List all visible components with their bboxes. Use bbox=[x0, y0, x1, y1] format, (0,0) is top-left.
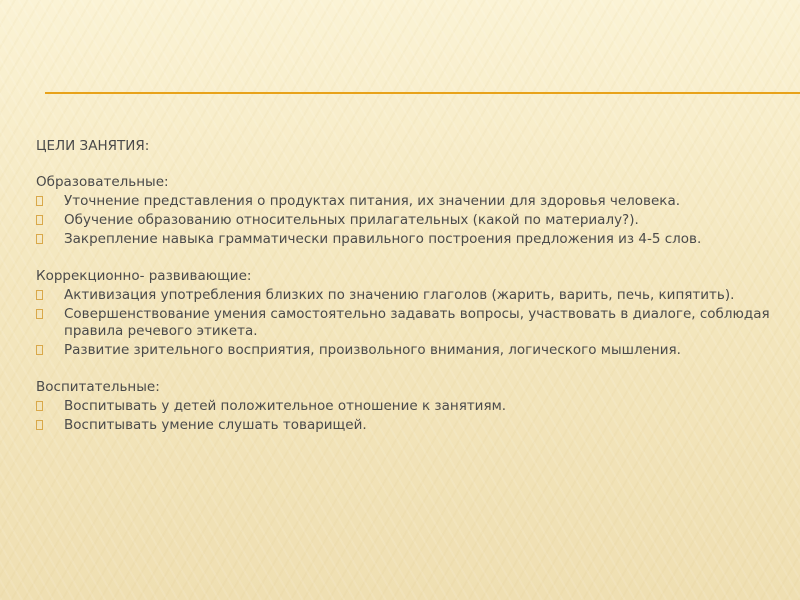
section-title: Коррекционно- развивающие: bbox=[36, 268, 252, 284]
list-item bbox=[36, 342, 776, 359]
section-title: Воспитательные: bbox=[36, 379, 160, 395]
list-item bbox=[36, 306, 776, 340]
list-item-text: Обучение образованию относительных прилагательных (какой по материалу?). bbox=[64, 212, 639, 228]
section-educational bbox=[36, 174, 776, 248]
section-correctional bbox=[36, 268, 776, 359]
list-item-text: Уточнение представления о продуктах питания, их значении для здоровья человека. bbox=[64, 193, 681, 209]
slide-heading: ЦЕЛИ ЗАНЯТИЯ: bbox=[36, 138, 150, 154]
list-item bbox=[36, 193, 776, 210]
list-item-text: Закрепление навыка грамматически правильного построения предложения из 4-5 слов. bbox=[64, 231, 702, 247]
bullet-icon bbox=[36, 196, 43, 206]
list-item-text: Воспитывать умение слушать товарищей. bbox=[64, 417, 367, 433]
bullet-list bbox=[36, 398, 776, 434]
bullet-icon bbox=[36, 215, 43, 225]
section-upbringing bbox=[36, 379, 776, 434]
list-item-text: Активизация употребления близких по значению глаголов (жарить, варить, печь, кипятить). bbox=[64, 287, 735, 303]
bullet-list bbox=[36, 287, 776, 359]
list-item bbox=[36, 231, 776, 248]
list-item-text: Развитие зрительного восприятия, произвольного внимания, логического мышления. bbox=[64, 342, 681, 358]
bullet-icon bbox=[36, 345, 43, 355]
list-item bbox=[36, 398, 776, 415]
list-item bbox=[36, 287, 776, 304]
bullet-icon bbox=[36, 420, 43, 430]
section-title: Образовательные: bbox=[36, 174, 169, 190]
list-item bbox=[36, 212, 776, 229]
bullet-icon bbox=[36, 290, 43, 300]
bullet-list bbox=[36, 193, 776, 248]
bullet-icon bbox=[36, 309, 43, 319]
bullet-icon bbox=[36, 234, 43, 244]
accent-divider bbox=[45, 92, 800, 94]
bullet-icon bbox=[36, 401, 43, 411]
list-item-text: Совершенствование умения самостоятельно задавать вопросы, участвовать в диалоге, соблюдая правила речевого этикета. bbox=[64, 306, 770, 339]
list-item-text: Воспитывать у детей положительное отношение к занятиям. bbox=[64, 398, 507, 414]
slide-content bbox=[36, 138, 776, 454]
list-item bbox=[36, 417, 776, 434]
